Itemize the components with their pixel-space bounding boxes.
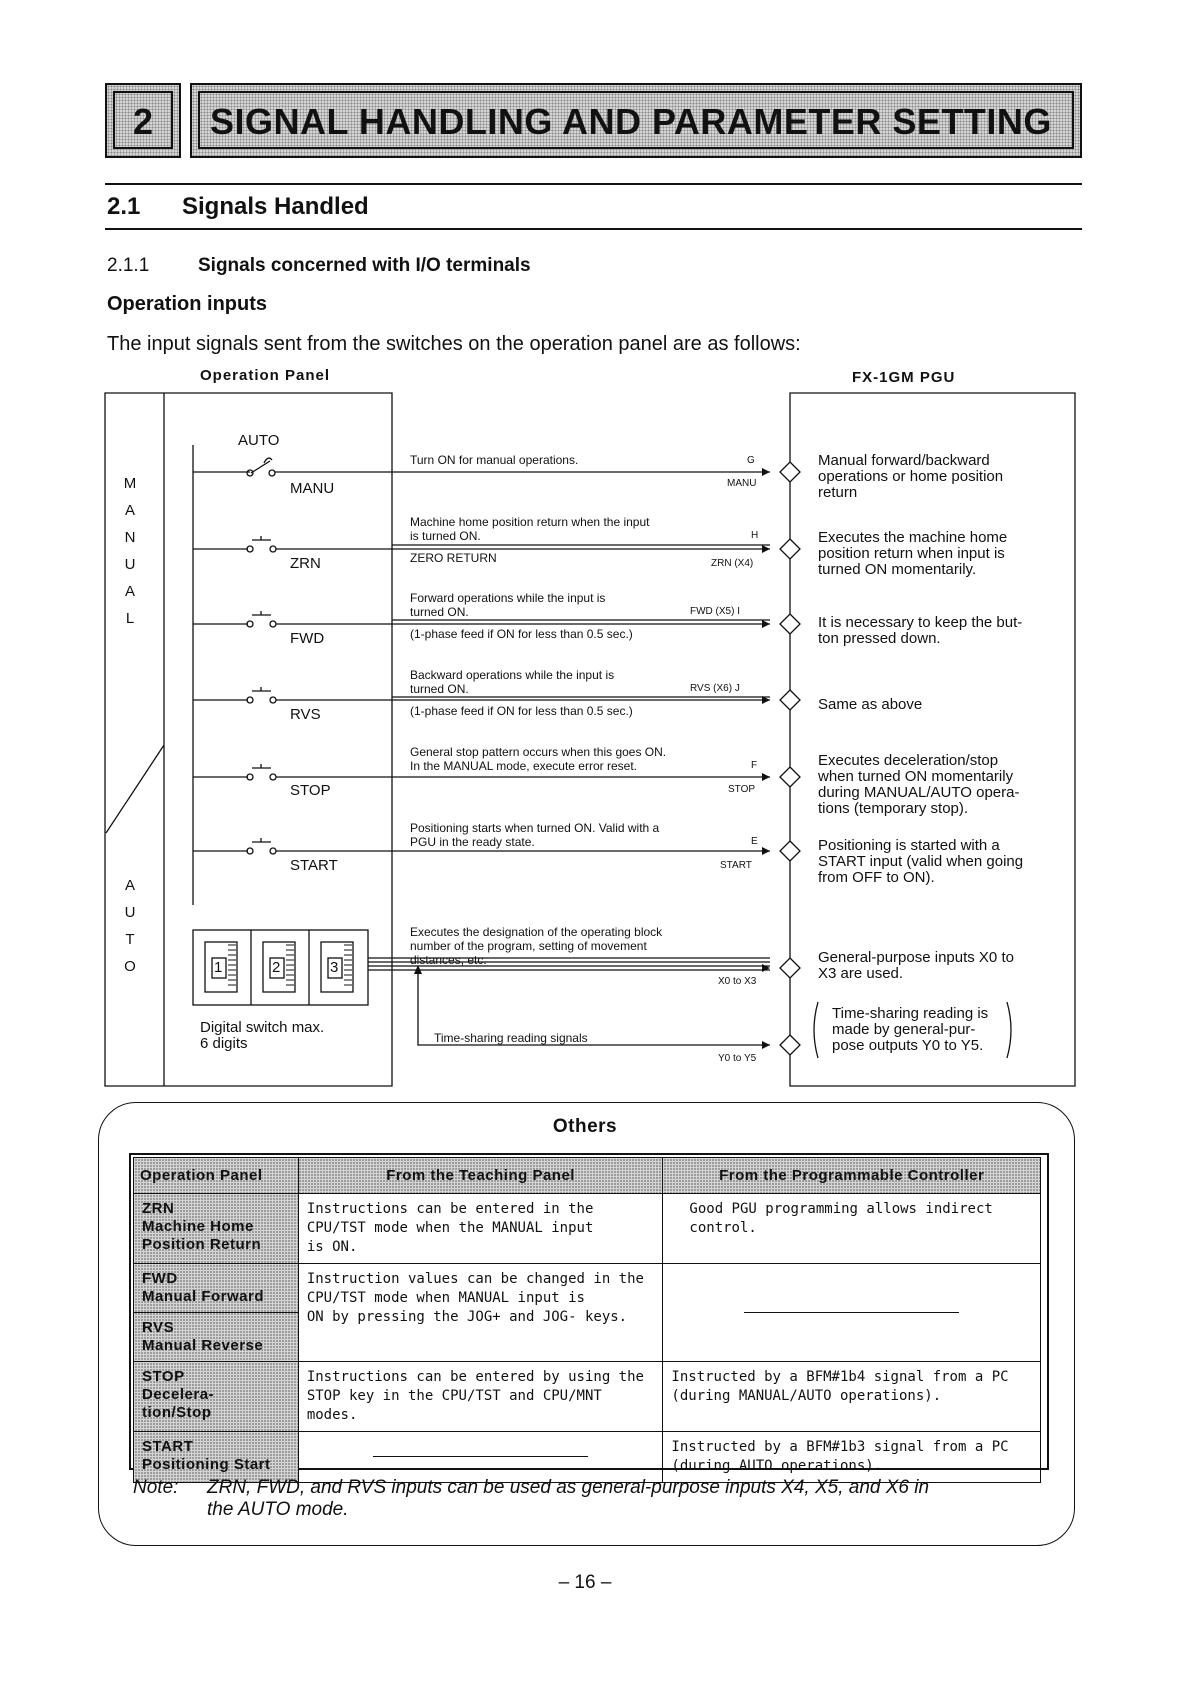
zrn-under-text: ZERO RETURN bbox=[410, 551, 497, 565]
chapter-title: SIGNAL HANDLING AND PARAMETER SETTING bbox=[198, 91, 1074, 149]
pc-stop: Instructed by a BFM#1b4 signal from a PC (during MANUAL/AUTO operations). bbox=[663, 1362, 1041, 1432]
subsection-number: 2.1.1 bbox=[107, 255, 150, 276]
rvs-signal-letter: RVS (X6) J bbox=[690, 683, 740, 694]
zrn-description: Machine home position return when the input is turned ON. bbox=[410, 515, 650, 543]
stop-right-text: Executes deceleration/stop when turned ON momentarily during MANUAL/AUTO opera- tions (temporary stop). bbox=[818, 752, 1020, 817]
panel-fwd-rvs bbox=[134, 1264, 299, 1362]
teaching-start bbox=[298, 1432, 663, 1483]
teaching-stop: Instructions can be entered by using the STOP key in the CPU/TST and CPU/MNT modes. bbox=[298, 1362, 663, 1432]
auto-letter: O bbox=[124, 958, 136, 975]
rvs-right-text: Same as above bbox=[818, 696, 923, 713]
digital-switch-caption: Digital switch max. 6 digits bbox=[200, 1019, 325, 1052]
manual-letter: A bbox=[124, 502, 135, 519]
fwd-right-text: It is necessary to keep the but- ton pressed down. bbox=[818, 614, 1023, 647]
rvs-under-text: (1-phase feed if ON for less than 0.5 sec.) bbox=[410, 704, 633, 718]
fwd-signal-letter: FWD (X5) I bbox=[690, 606, 740, 617]
manu-signal-letter: G bbox=[747, 455, 755, 466]
operation-inputs-intro: The input signals sent from the switches on the operation panel are as follows: bbox=[107, 333, 801, 355]
rvs-description: Backward operations while the input is turned ON. bbox=[410, 668, 615, 696]
pc-zrn: Good PGU programming allows indirect control. bbox=[663, 1194, 1041, 1264]
pc-start: Instructed by a BFM#1b3 signal from a PC (during AUTO operations). bbox=[663, 1432, 1041, 1483]
digit-1: 1 bbox=[214, 959, 223, 976]
zrn-right-text: Executes the machine home position return when input is turned ON momentarily. bbox=[818, 529, 1008, 578]
fwd-under-text: (1-phase feed if ON for less than 0.5 sec.) bbox=[410, 627, 633, 641]
others-table bbox=[133, 1157, 1041, 1483]
start-right-text: Positioning is started with a START input (valid when going from OFF to ON). bbox=[818, 837, 1024, 886]
diagram-right-header: FX-1GM PGU bbox=[852, 369, 956, 386]
not-applicable-dash bbox=[373, 1456, 588, 1457]
manu-right-text: Manual forward/backward operations or home position return bbox=[818, 452, 1004, 501]
y0-y5-terminal: Y0 to Y5 bbox=[718, 1053, 757, 1064]
fwd-switch-label: FWD bbox=[290, 630, 325, 647]
teaching-fwd-rvs: Instruction values can be changed in the CPU/TST mode when MANUAL input is ON by pressing the JOG+ and JOG- keys. bbox=[298, 1264, 663, 1362]
start-signal-letter: E bbox=[751, 836, 758, 847]
manu-switch-label: MANU bbox=[290, 480, 335, 497]
manual-letter: A bbox=[124, 583, 135, 600]
manual-letter: U bbox=[124, 556, 136, 573]
manual-letter: M bbox=[123, 475, 137, 492]
table-row bbox=[134, 1194, 1041, 1264]
panel-fwd: FWD Manual Forward bbox=[134, 1264, 298, 1313]
subsection-title: Signals concerned with I/O terminals bbox=[198, 255, 531, 276]
start-switch-label: START bbox=[290, 857, 338, 874]
y0-y5-right-text: Time-sharing reading is made by general-pur- pose outputs Y0 to Y5. bbox=[832, 1005, 989, 1054]
digit-2: 2 bbox=[272, 959, 281, 976]
header-programmable-controller: From the Programmable Controller bbox=[663, 1158, 1041, 1194]
table-header-row bbox=[134, 1158, 1041, 1194]
pc-fwd-rvs bbox=[663, 1264, 1041, 1362]
zrn-signal-letter: H bbox=[751, 530, 759, 541]
stop-terminal: STOP bbox=[728, 784, 756, 795]
table-row bbox=[134, 1362, 1041, 1432]
panel-zrn: ZRN Machine Home Position Return bbox=[134, 1194, 299, 1264]
manu-description: Turn ON for manual operations. bbox=[410, 453, 579, 467]
rvs-switch-label: RVS bbox=[290, 706, 321, 723]
auto-letter: T bbox=[125, 931, 135, 948]
fwd-description: Forward operations while the input is turned ON. bbox=[410, 591, 606, 619]
digit-3: 3 bbox=[330, 959, 339, 976]
manual-letter: N bbox=[124, 529, 136, 546]
teaching-zrn: Instructions can be entered in the CPU/TST mode when the MANUAL input is ON. bbox=[298, 1194, 663, 1264]
section-title: Signals Handled bbox=[182, 193, 369, 220]
digital-description: Executes the designation of the operating block number of the program, setting of movement distances, etc. bbox=[410, 925, 663, 967]
panel-stop: STOP Decelera- tion/Stop bbox=[134, 1362, 299, 1432]
start-terminal: START bbox=[720, 860, 752, 871]
not-applicable-dash bbox=[744, 1312, 959, 1313]
page-number: – 16 – bbox=[558, 1572, 612, 1593]
operation-inputs-heading: Operation inputs bbox=[107, 293, 267, 315]
others-title: Others bbox=[552, 1116, 618, 1137]
manual-letter: L bbox=[125, 610, 135, 627]
diagram-left-header: Operation Panel bbox=[200, 367, 331, 384]
note-label: Note: bbox=[133, 1477, 179, 1498]
start-description: Positioning starts when turned ON. Valid with a PGU in the ready state. bbox=[410, 821, 660, 849]
header-teaching-panel: From the Teaching Panel bbox=[298, 1158, 663, 1194]
zrn-switch-label: ZRN bbox=[290, 555, 321, 572]
time-sharing-signals-label: Time-sharing reading signals bbox=[434, 1031, 588, 1045]
section-number: 2.1 bbox=[107, 193, 141, 220]
table-row bbox=[134, 1264, 1041, 1362]
panel-start: START Positioning Start bbox=[134, 1432, 299, 1483]
x0-x3-right-text: General-purpose inputs X0 to X3 are used. bbox=[818, 949, 1014, 982]
manu-terminal: MANU bbox=[727, 478, 757, 489]
stop-signal-letter: F bbox=[751, 760, 758, 771]
header-operation-panel: Operation Panel bbox=[134, 1158, 299, 1194]
x0-x3-terminal: X0 to X3 bbox=[718, 976, 757, 987]
panel-rvs: RVS Manual Reverse bbox=[142, 1319, 264, 1354]
zrn-terminal: ZRN (X4) bbox=[711, 558, 754, 569]
auto-letter: A bbox=[124, 877, 135, 894]
auto-letter: U bbox=[124, 904, 136, 921]
auto-switch-label: AUTO bbox=[238, 432, 280, 449]
stop-description: General stop pattern occurs when this goes ON. In the MANUAL mode, execute error reset. bbox=[410, 745, 667, 773]
note-text: ZRN, FWD, and RVS inputs can be used as general-purpose inputs X4, X5, and X6 in the AUTO mode. bbox=[207, 1477, 930, 1520]
stop-switch-label: STOP bbox=[290, 782, 331, 799]
chapter-number: 2 bbox=[113, 91, 173, 149]
table-row bbox=[134, 1432, 1041, 1483]
